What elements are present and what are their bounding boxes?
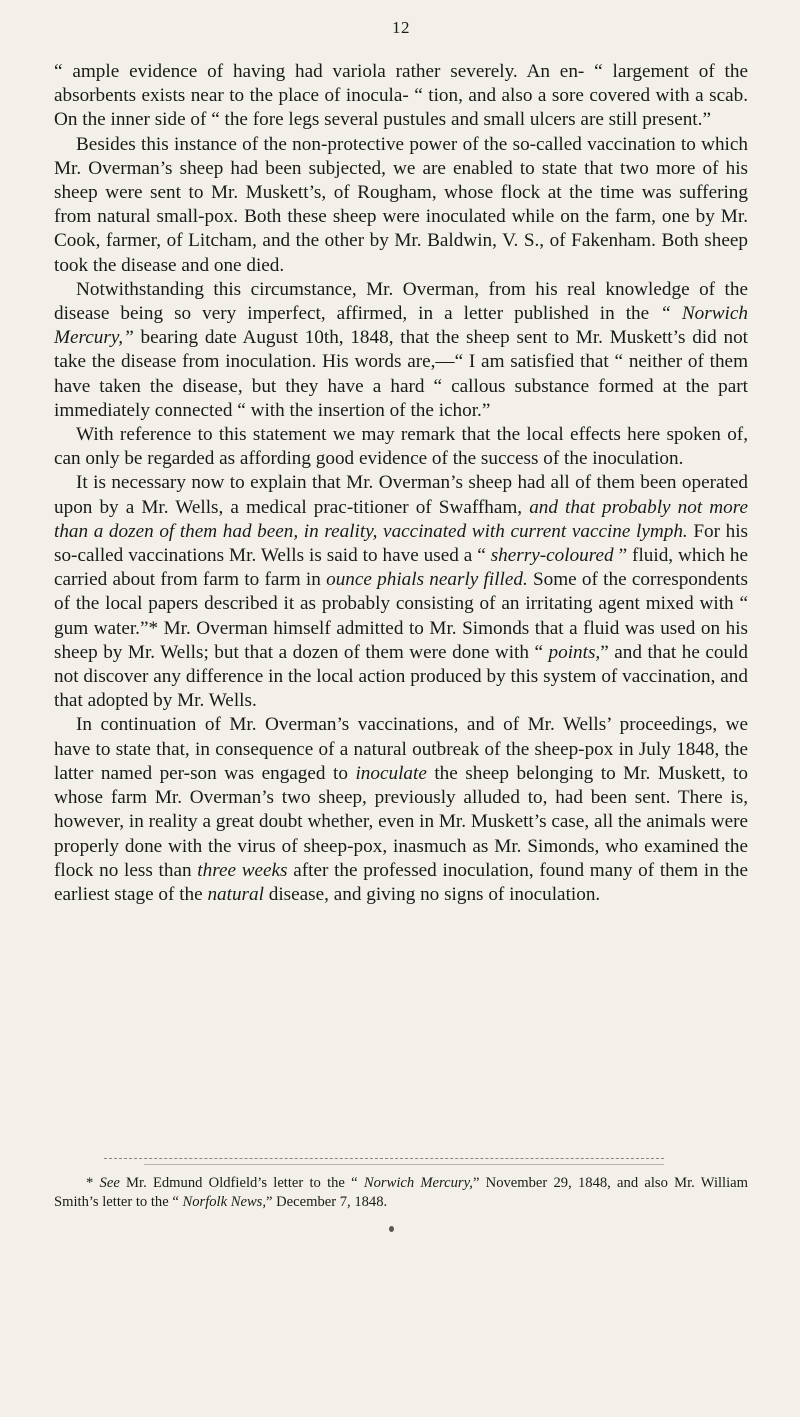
text-run: the sheep belonging to Mr. Muskett, to whose farm Mr. Overman’s two sheep, previously alluded to, had been sent. There is, however, in reality a great doubt whether, even in Mr. Muskett’s case, all the animals were properly done with the virus of sheep-pox, inasmuch as Mr. Simonds, who examined the flock no less than bbox=[54, 762, 748, 881]
text-run: ” fluid, which he carried about from farm to farm in bbox=[54, 545, 748, 591]
footnote bbox=[54, 1174, 748, 1212]
page-number: 12 bbox=[392, 18, 410, 37]
text-run: In continuation of Mr. Overman’s vaccinations, and of Mr. Wells’ proceedings, we have to state that, in consequence of a natural outbreak of the sheep-pox in July 1848, the latter named per-son was engaged to bbox=[54, 714, 748, 784]
italic-text: See bbox=[99, 1175, 120, 1191]
paragraph bbox=[54, 471, 748, 713]
paragraph bbox=[54, 423, 748, 471]
footnote-text bbox=[54, 1174, 748, 1212]
paragraph bbox=[54, 713, 748, 907]
text-run: * bbox=[86, 1175, 100, 1191]
text-run: after the professed inoculation, found many of them in the earliest stage of the bbox=[54, 859, 748, 905]
italic-text: three weeks bbox=[197, 859, 288, 881]
italic-text: “ Norwich Mercury,” bbox=[54, 303, 748, 349]
paragraph bbox=[54, 133, 748, 278]
italic-text: sherry-coloured bbox=[490, 545, 614, 567]
paragraph bbox=[54, 278, 748, 423]
italic-text: inoculate bbox=[355, 762, 427, 784]
text-run: It is necessary now to explain that Mr. Overman’s sheep had all of them been operated upon by a Mr. Wells, a medical prac-titioner of Swaffham, bbox=[54, 472, 748, 518]
footnote-divider-secondary bbox=[144, 1164, 664, 1165]
paragraph bbox=[54, 60, 748, 133]
italic-text: ounce phials nearly filled. bbox=[326, 569, 528, 591]
text-run: bearing date August 10th, 1848, that the sheep sent to Mr. Muskett’s did not take the disease from inoculation. His words are,—“ I am satisfied that “ neither of them have taken the disease, but they have a hard “ callous substance formed at the part immediately connected “ with the insertion of the ichor.” bbox=[54, 327, 748, 421]
text-run: disease, and giving no signs of inoculation. bbox=[263, 883, 601, 905]
footnote-divider bbox=[104, 1158, 664, 1159]
text-run: Notwithstanding this circumstance, Mr. Overman, from his real knowledge of the disease being so very imperfect, affirmed, in a letter published in the bbox=[54, 278, 748, 325]
text-run: Mr. Edmund Oldfield’s letter to the “ bbox=[119, 1175, 364, 1191]
italic-text: Norwich Mercury, bbox=[363, 1175, 473, 1191]
text-run: For his so-called vaccinations Mr. Wells is said to have used a “ bbox=[54, 520, 748, 567]
text-run: With reference to this statement we may remark that the local effects here spoken of, can only be regarded as affording good evidence of the success of the inoculation. bbox=[54, 424, 748, 470]
text-run: Some of the correspondents of the local papers described it as probably consisting of an irritating agent mixed with “ gum water.”* Mr. Overman himself admitted to Mr. Simonds that a fluid was used on his sheep by Mr. Wells; but that a dozen of them were done with “ bbox=[54, 569, 748, 663]
italic-text: natural bbox=[207, 883, 264, 905]
italic-text: and that probably not more than a dozen of them had been, in reality, vaccinated with current vaccine lymph. bbox=[54, 496, 748, 542]
text-run: ” December 7, 1848. bbox=[266, 1194, 388, 1210]
text-run: “ ample evidence of having had variola rather severely. An en- “ largement of the absorbents exists near to the place of inocula- “ tion, and also a sore covered with a scab. On the inner side of “ the fore legs several pustules and small ulcers are still present.” bbox=[54, 61, 748, 131]
ink-speck bbox=[389, 1226, 394, 1232]
italic-text: points, bbox=[548, 641, 601, 663]
text-run: Besides this instance of the non-protective power of the so-called vaccination to which Mr. Overman’s sheep had been subjected, we are enabled to state that two more of his sheep were sent to Mr. Muskett’s, of Rougham, whose flock at the time was suffering from natural small-pox. Both these sheep were inoculated while on the farm, one by Mr. Cook, farmer, of Litcham, and the other by Mr. Baldwin, V. S., of Fakenham. Both sheep took the disease and one died. bbox=[54, 133, 748, 276]
body-text bbox=[54, 60, 748, 907]
text-run: ” and that he could not discover any difference in the local action produced by this system of vaccination, and that adopted by Mr. Wells. bbox=[54, 641, 748, 712]
text-run: ” November 29, 1848, and also Mr. William Smith’s letter to the “ bbox=[54, 1175, 748, 1210]
italic-text: Norfolk News, bbox=[182, 1194, 267, 1210]
